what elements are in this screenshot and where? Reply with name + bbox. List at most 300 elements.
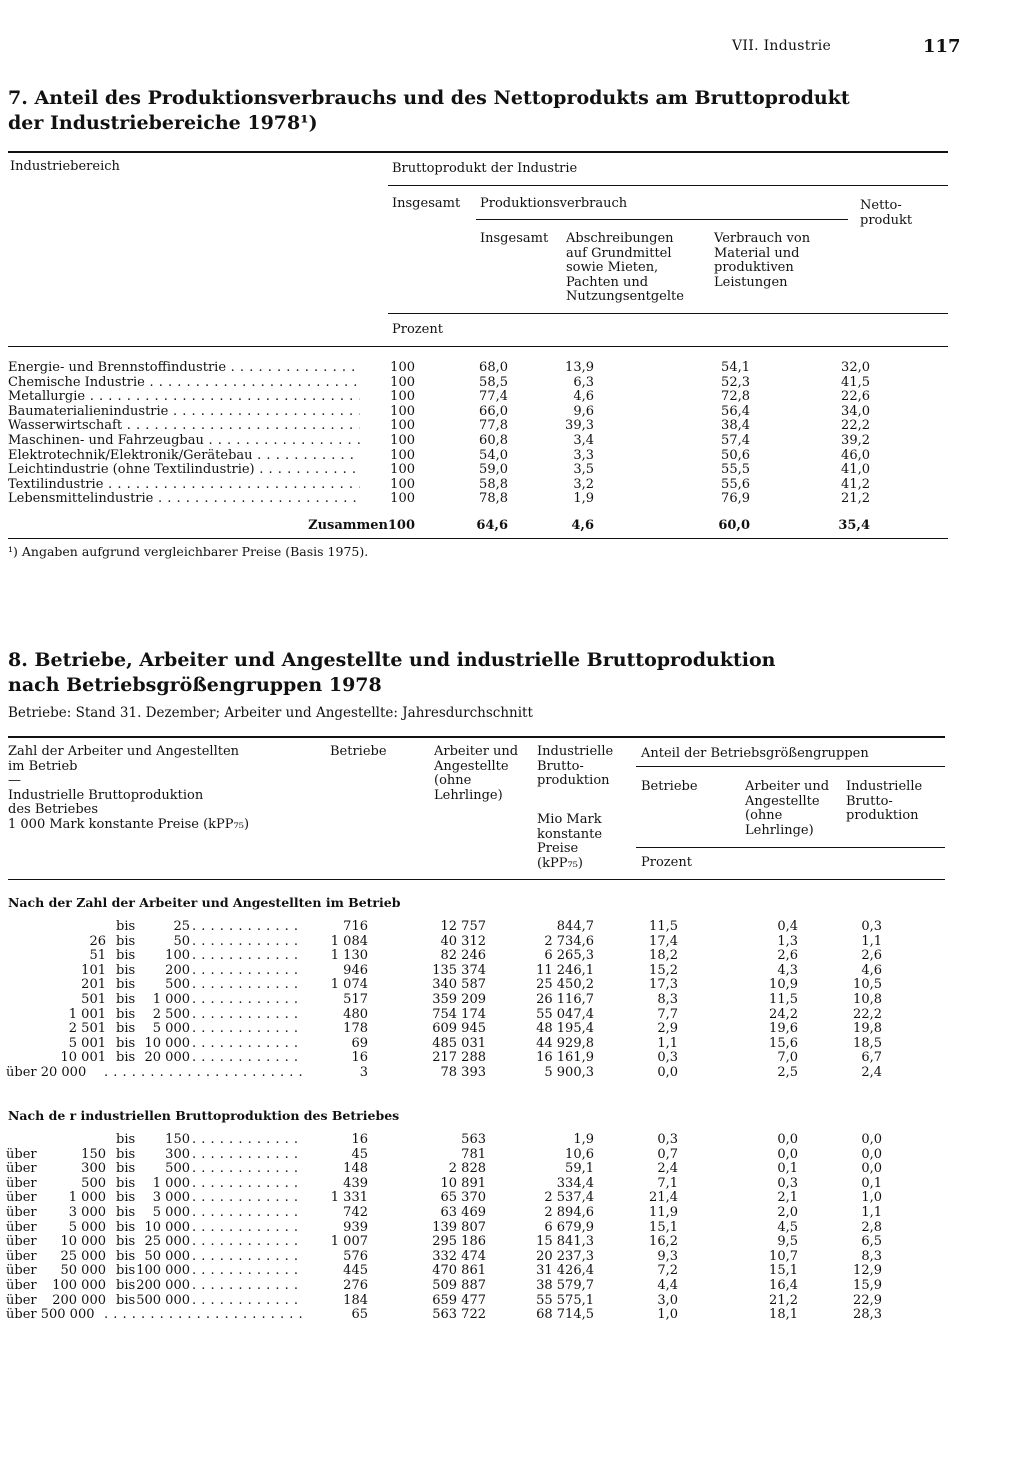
dot-leader — [192, 964, 302, 979]
value-nettoprodukt: 46,0 — [841, 447, 870, 463]
value-betriebe: 16 — [351, 1132, 368, 1147]
value-anteil-produktion: 0,0 — [861, 1146, 882, 1162]
value-produktion: 844,7 — [556, 919, 594, 934]
table7-rule-produktionsverbrauch — [476, 219, 848, 220]
table7-row — [8, 361, 948, 376]
table8-row — [8, 1148, 945, 1163]
dot-leader — [192, 978, 302, 993]
value-anteil-produktion: 1,0 — [861, 1190, 882, 1206]
dot-leader — [192, 1221, 302, 1236]
value-anteil-betriebe: 7,2 — [657, 1263, 678, 1279]
table8-row — [8, 1264, 945, 1279]
size-to: 10 000 — [144, 1035, 190, 1051]
value-arbeiter: 359 209 — [432, 992, 486, 1007]
size-to: 200 — [165, 962, 190, 978]
table7-row — [8, 390, 948, 405]
value-verbrauch: 38,4 — [721, 418, 750, 434]
value-anteil-arbeiter: 0,3 — [777, 1175, 798, 1191]
size-bis: bis — [116, 1146, 136, 1162]
table8-title-line1: 8. Betriebe, Arbeiter und Angestellte und industrielle Bruttoproduktion — [8, 649, 776, 671]
value-anteil-produktion: 2,8 — [861, 1219, 882, 1235]
value-abschreibungen: 39,3 — [565, 418, 594, 434]
value-produktion: 2 734,6 — [544, 933, 594, 949]
size-from: 1 001 — [68, 1006, 106, 1022]
value-produktion: 2 537,4 — [544, 1190, 594, 1206]
running-header-section: VII. Industrie — [732, 38, 832, 54]
table8-row — [8, 935, 945, 950]
value-nettoprodukt: 39,2 — [841, 433, 870, 448]
size-prefix: über — [6, 1234, 37, 1250]
table8-row — [8, 1191, 945, 1206]
dot-leader — [192, 920, 302, 935]
value-anteil-produktion: 10,5 — [853, 977, 882, 993]
table7-row — [8, 419, 948, 434]
size-from: 101 — [81, 962, 106, 978]
size-from: 150 — [81, 1146, 106, 1162]
value-produktion: 68 714,5 — [536, 1307, 594, 1323]
table8-subtitle: Betriebe: Stand 31. Dezember; Arbeiter und Angestellte: Jahresdurchschnitt — [8, 705, 533, 721]
industry-name: Maschinen- und Fahrzeugbau . . . — [8, 434, 360, 449]
value-anteil-arbeiter: 9,5 — [777, 1234, 798, 1250]
value-arbeiter: 65 370 — [440, 1190, 486, 1206]
size-bis: bis — [116, 1006, 136, 1022]
value-produktion: 2 894,6 — [544, 1205, 594, 1220]
table7-head-abschreibungen: Abschreibungen auf Grundmittel sowie Mieten, Pachten und Nutzungsentgelte — [566, 231, 684, 304]
value-produktion: 25 450,2 — [536, 977, 594, 993]
value-anteil-produktion: 19,8 — [853, 1021, 882, 1037]
value-insgesamt: 100 — [390, 447, 415, 463]
value-produktion: 48 195,4 — [536, 1021, 594, 1037]
table7-total-row — [8, 519, 948, 534]
table7-footnote: ¹) Angaben aufgrund vergleichbarer Preise (Basis 1975). — [8, 544, 369, 559]
value-betriebe: 445 — [343, 1263, 368, 1279]
value-produktion: 26 116,7 — [536, 992, 594, 1007]
value-betriebe: 16 — [351, 1050, 368, 1066]
value-arbeiter: 295 186 — [432, 1234, 486, 1250]
value-anteil-betriebe: 0,7 — [657, 1146, 678, 1162]
value-betriebe: 1 331 — [330, 1190, 368, 1206]
size-bis: bis — [116, 1021, 136, 1037]
value-anteil-arbeiter: 16,4 — [769, 1278, 798, 1293]
value-anteil-betriebe: 15,2 — [649, 962, 678, 978]
value-produktionsverbrauch: 68,0 — [479, 360, 508, 375]
size-to: 100 000 — [136, 1263, 190, 1279]
dot-leader — [192, 1250, 302, 1265]
dot-leader — [192, 1206, 302, 1221]
size-bis: bis — [116, 933, 136, 949]
table7-head-prozent: Prozent — [392, 322, 443, 337]
value-anteil-arbeiter: 19,6 — [769, 1021, 798, 1037]
value-anteil-arbeiter: 24,2 — [769, 1006, 798, 1022]
value-betriebe: 439 — [343, 1175, 368, 1191]
value-produktionsverbrauch: 77,4 — [479, 389, 508, 405]
table7-row — [8, 405, 948, 420]
value-verbrauch: 52,3 — [721, 374, 750, 390]
table8-row — [8, 1235, 945, 1250]
value-insgesamt: 100 — [390, 389, 415, 405]
table8-row — [8, 1250, 945, 1265]
value-produktion: 44 929,8 — [536, 1035, 594, 1051]
size-to: 1 000 — [152, 1175, 190, 1191]
size-from: 500 — [81, 1175, 106, 1191]
value-anteil-betriebe: 4,4 — [657, 1278, 678, 1293]
value-produktion: 31 426,4 — [536, 1263, 594, 1279]
table7-head-pv-insgesamt: Insgesamt — [480, 231, 549, 246]
size-bis: bis — [116, 1278, 136, 1293]
size-bis: bis — [116, 977, 136, 993]
size-from: 5 001 — [68, 1035, 106, 1051]
dot-leader — [192, 1037, 302, 1052]
value-arbeiter: 217 288 — [432, 1050, 486, 1066]
value-anteil-arbeiter: 21,2 — [769, 1292, 798, 1308]
table8-row — [8, 1133, 945, 1148]
value-arbeiter: 754 174 — [432, 1006, 486, 1022]
dot-leader — [104, 1308, 302, 1323]
table8-row — [8, 1308, 945, 1323]
dot-leader — [192, 1235, 302, 1250]
value-nettoprodukt: 41,0 — [841, 462, 870, 478]
value-anteil-arbeiter: 4,3 — [777, 962, 798, 978]
value-nettoprodukt: 21,2 — [841, 491, 870, 507]
size-from: 51 — [89, 948, 106, 964]
value-produktionsverbrauch: 58,5 — [479, 374, 508, 390]
value-anteil-produktion: 4,6 — [861, 962, 882, 978]
value-anteil-betriebe: 21,4 — [649, 1190, 678, 1206]
table7-row — [8, 492, 948, 507]
size-to: 300 — [165, 1146, 190, 1162]
size-bis: bis — [116, 1132, 136, 1147]
size-from: 201 — [81, 977, 106, 993]
value-betriebe: 517 — [343, 992, 368, 1007]
value-arbeiter: 340 587 — [432, 977, 486, 993]
value-arbeiter: 332 474 — [432, 1248, 486, 1264]
table8-row — [8, 978, 945, 993]
dot-leader — [192, 1022, 302, 1037]
value-verbrauch: 50,6 — [721, 447, 750, 463]
table8-row — [8, 1051, 945, 1066]
value-abschreibungen: 13,9 — [565, 360, 594, 375]
table7-row — [8, 449, 948, 464]
size-from: 100 000 — [52, 1278, 106, 1293]
value-anteil-produktion: 2,4 — [861, 1065, 882, 1080]
table7-total-label: Zusammen — [308, 518, 388, 533]
table8-row — [8, 1279, 945, 1294]
size-bis: bis — [116, 1175, 136, 1191]
value-anteil-betriebe: 16,2 — [649, 1234, 678, 1250]
value-verbrauch: 54,1 — [721, 360, 750, 375]
dot-leader — [104, 1066, 302, 1081]
size-prefix: über — [6, 1263, 37, 1279]
size-bis: bis — [116, 1205, 136, 1220]
value-produktion: 11 246,1 — [536, 962, 594, 978]
value-produktionsverbrauch: 78,8 — [479, 491, 508, 507]
size-from: 200 000 — [52, 1292, 106, 1308]
value-produktion: 20 237,3 — [536, 1248, 594, 1264]
size-prefix: über — [6, 1146, 37, 1162]
table8-head-anteil: Anteil der Betriebsgrößengruppen — [641, 746, 869, 761]
value-arbeiter: 78 393 — [440, 1065, 486, 1080]
size-from: 10 000 — [60, 1234, 106, 1250]
size-prefix: über — [6, 1278, 37, 1293]
table8-section2-heading: Nach de r industriellen Bruttoproduktion des Betriebes — [8, 1108, 400, 1123]
value-anteil-arbeiter: 2,0 — [777, 1205, 798, 1220]
industry-name: Lebensmittelindustrie . . . — [8, 492, 360, 507]
value-arbeiter: 609 945 — [432, 1021, 486, 1037]
size-from: 1 000 — [68, 1190, 106, 1206]
value-anteil-produktion: 12,9 — [853, 1263, 882, 1279]
value-anteil-arbeiter: 2,6 — [777, 948, 798, 964]
size-to: 500 — [165, 1161, 190, 1177]
table8-row — [8, 1022, 945, 1037]
value-arbeiter: 82 246 — [440, 948, 486, 964]
value-produktionsverbrauch: 54,0 — [479, 447, 508, 463]
value-verbrauch: 56,4 — [721, 403, 750, 419]
value-insgesamt: 100 — [390, 462, 415, 478]
value-anteil-betriebe: 0,3 — [657, 1050, 678, 1066]
value-produktion: 1,9 — [573, 1132, 594, 1147]
size-prefix: über — [6, 1219, 37, 1235]
value-produktionsverbrauch: 58,8 — [479, 476, 508, 492]
industry-name: Wasserwirtschaft . . . — [8, 419, 360, 434]
value-betriebe: 184 — [343, 1292, 368, 1308]
value-produktionsverbrauch: 77,8 — [479, 418, 508, 434]
value-arbeiter: 563 722 — [432, 1307, 486, 1323]
value-anteil-arbeiter: 15,1 — [769, 1263, 798, 1279]
dot-leader — [192, 1177, 302, 1192]
value-anteil-betriebe: 1,1 — [657, 1035, 678, 1051]
value-anteil-betriebe: 15,1 — [649, 1219, 678, 1235]
value-anteil-arbeiter: 0,4 — [777, 919, 798, 934]
table8-row — [8, 1066, 945, 1081]
dot-leader — [192, 1279, 302, 1294]
table8-head-size-classes: Zahl der Arbeiter und Angestellten im Betrieb — Industrielle Bruttoproduktion des Betriebes 1 000 Mark konstante Preise (kPP₇₅) — [8, 744, 250, 832]
table7-total-verbrauch: 60,0 — [718, 518, 750, 533]
table8-head-produktion-unit: Mio Mark konstante Preise (kPP₇₅) — [537, 812, 603, 871]
table7-total-netto: 35,4 — [838, 518, 870, 533]
industry-name: Textilindustrie . . . — [8, 478, 360, 493]
industry-name: Leichtindustrie (ohne Textilindustrie) . . . — [8, 463, 360, 478]
dot-leader — [192, 1133, 302, 1148]
size-to: 50 — [173, 933, 190, 949]
size-bis: bis — [116, 992, 136, 1007]
size-to: 50 000 — [144, 1248, 190, 1264]
value-anteil-arbeiter: 2,5 — [777, 1065, 798, 1080]
size-from: 50 000 — [60, 1263, 106, 1279]
value-arbeiter: 12 757 — [440, 919, 486, 934]
value-anteil-produktion: 0,0 — [861, 1132, 882, 1147]
dot-leader — [192, 1051, 302, 1066]
industry-name: Chemische Industrie . . . — [8, 376, 360, 391]
size-bis: bis — [116, 1050, 136, 1066]
table7-head-nettoprodukt: Netto- produkt — [860, 198, 913, 228]
value-abschreibungen: 9,6 — [573, 403, 594, 419]
value-anteil-produktion: 28,3 — [853, 1307, 882, 1323]
value-anteil-betriebe: 7,1 — [657, 1175, 678, 1191]
value-anteil-betriebe: 1,0 — [657, 1307, 678, 1323]
table8-row — [8, 1206, 945, 1221]
table7-row — [8, 376, 948, 391]
value-nettoprodukt: 32,0 — [841, 360, 870, 375]
table7-total-insgesamt: 100 — [387, 518, 415, 533]
value-nettoprodukt: 22,2 — [841, 418, 870, 434]
value-insgesamt: 100 — [390, 476, 415, 492]
value-arbeiter: 485 031 — [432, 1035, 486, 1051]
value-anteil-betriebe: 2,4 — [657, 1161, 678, 1177]
table7-head-industriebereich: Industriebereich — [10, 159, 120, 174]
size-prefix: über — [6, 1205, 37, 1220]
table8-head-anteil-arbeiter: Arbeiter und Angestellte (ohne Lehrlinge) — [745, 779, 830, 838]
value-anteil-produktion: 22,9 — [853, 1292, 882, 1308]
value-abschreibungen: 3,3 — [573, 447, 594, 463]
table7-head-produktionsverbrauch: Produktionsverbrauch — [480, 196, 628, 211]
value-produktion: 15 841,3 — [536, 1234, 594, 1250]
size-bis: bis — [116, 962, 136, 978]
value-anteil-betriebe: 18,2 — [649, 948, 678, 964]
dot-leader — [192, 935, 302, 950]
table8-header-bottom-rule — [8, 879, 945, 880]
table8-rule-units — [636, 847, 945, 848]
table8-head-produktion: Industrielle Brutto- produktion — [537, 744, 614, 788]
value-anteil-betriebe: 3,0 — [657, 1292, 678, 1308]
value-anteil-arbeiter: 11,5 — [769, 992, 798, 1007]
value-anteil-betriebe: 11,9 — [649, 1205, 678, 1220]
value-anteil-betriebe: 0,0 — [657, 1065, 678, 1080]
table8-row — [8, 949, 945, 964]
value-anteil-produktion: 0,1 — [861, 1175, 882, 1191]
value-betriebe: 65 — [351, 1307, 368, 1323]
value-anteil-betriebe: 2,9 — [657, 1021, 678, 1037]
value-anteil-arbeiter: 2,1 — [777, 1190, 798, 1206]
value-verbrauch: 72,8 — [721, 389, 750, 405]
table8-head-arbeiter: Arbeiter und Angestellte (ohne Lehrlinge) — [434, 744, 519, 803]
dot-leader — [192, 993, 302, 1008]
size-to: 100 — [165, 948, 190, 964]
value-anteil-betriebe: 8,3 — [657, 992, 678, 1007]
size-bis: bis — [116, 1263, 136, 1279]
value-arbeiter: 509 887 — [432, 1278, 486, 1293]
industry-name: Metallurgie . . . — [8, 390, 360, 405]
value-betriebe: 480 — [343, 1006, 368, 1022]
size-bis: bis — [116, 1161, 136, 1177]
value-anteil-produktion: 8,3 — [861, 1248, 882, 1264]
value-verbrauch: 55,6 — [721, 476, 750, 492]
dot-leader — [192, 1148, 302, 1163]
table8-row — [8, 964, 945, 979]
table8-top-rule — [8, 736, 945, 738]
value-betriebe: 1 130 — [330, 948, 368, 964]
value-abschreibungen: 6,3 — [573, 374, 594, 390]
value-produktion: 6 265,3 — [544, 948, 594, 964]
size-bis: bis — [116, 1292, 136, 1308]
value-anteil-arbeiter: 18,1 — [769, 1307, 798, 1323]
table8-rule-anteil — [636, 766, 945, 767]
table8-row — [8, 920, 945, 935]
value-arbeiter: 563 — [461, 1132, 486, 1147]
value-betriebe: 946 — [343, 962, 368, 978]
size-to: 500 000 — [136, 1292, 190, 1308]
value-betriebe: 1 084 — [330, 933, 368, 949]
size-bis: bis — [116, 1234, 136, 1250]
value-anteil-arbeiter: 7,0 — [777, 1050, 798, 1066]
value-anteil-arbeiter: 15,6 — [769, 1035, 798, 1051]
value-anteil-betriebe: 9,3 — [657, 1248, 678, 1264]
size-prefix: über — [6, 1161, 37, 1177]
value-abschreibungen: 4,6 — [573, 389, 594, 405]
dot-leader — [192, 1264, 302, 1279]
value-insgesamt: 100 — [390, 374, 415, 390]
value-produktionsverbrauch: 66,0 — [479, 403, 508, 419]
value-betriebe: 276 — [343, 1278, 368, 1293]
table7-title-line1: 7. Anteil des Produktionsverbrauchs und des Nettoprodukts am Bruttoprodukt — [8, 87, 850, 109]
value-anteil-produktion: 0,0 — [861, 1161, 882, 1177]
value-produktion: 16 161,9 — [536, 1050, 594, 1066]
table7-total-pv: 64,6 — [476, 518, 508, 533]
table8-head-betriebe: Betriebe — [330, 744, 387, 759]
value-insgesamt: 100 — [390, 403, 415, 419]
value-betriebe: 576 — [343, 1248, 368, 1264]
value-nettoprodukt: 22,6 — [841, 389, 870, 405]
value-produktion: 59,1 — [565, 1161, 594, 1177]
table7-head-bruttoprodukt: Bruttoprodukt der Industrie — [392, 161, 578, 176]
value-anteil-betriebe: 0,3 — [657, 1132, 678, 1147]
size-to: 5 000 — [152, 1021, 190, 1037]
table7-head-insgesamt: Insgesamt — [392, 196, 461, 211]
size-from: 2 501 — [68, 1021, 106, 1037]
value-nettoprodukt: 41,2 — [841, 476, 870, 492]
value-arbeiter: 63 469 — [440, 1205, 486, 1220]
table7-rule-units — [388, 313, 948, 314]
value-anteil-produktion: 15,9 — [853, 1278, 882, 1293]
dot-leader — [192, 1162, 302, 1177]
size-prefix: über 500 000 — [6, 1307, 95, 1323]
size-to: 150 — [165, 1132, 190, 1147]
table7-title-line2: der Industriebereiche 1978¹) — [8, 112, 318, 134]
table7-row — [8, 478, 948, 493]
value-betriebe: 1 074 — [330, 977, 368, 993]
table7-top-rule — [8, 151, 948, 153]
size-to: 10 000 — [144, 1219, 190, 1235]
value-betriebe: 3 — [359, 1065, 368, 1080]
size-to: 500 — [165, 977, 190, 993]
value-abschreibungen: 3,5 — [573, 462, 594, 478]
table8-head-prozent: Prozent — [641, 855, 692, 870]
size-prefix: über 20 000 — [6, 1065, 87, 1080]
size-to: 25 — [173, 919, 190, 934]
value-anteil-produktion: 1,1 — [861, 933, 882, 949]
value-arbeiter: 470 861 — [432, 1263, 486, 1279]
value-produktion: 55 575,1 — [536, 1292, 594, 1308]
size-prefix: über — [6, 1292, 37, 1308]
size-from: 10 001 — [60, 1050, 106, 1066]
value-betriebe: 178 — [343, 1021, 368, 1037]
value-arbeiter: 139 807 — [432, 1219, 486, 1235]
industry-name: Energie- und Brennstoffindustrie . . . — [8, 361, 360, 376]
industry-name: Baumaterialienindustrie . . . — [8, 405, 360, 420]
value-betriebe: 742 — [343, 1205, 368, 1220]
value-abschreibungen: 3,2 — [573, 476, 594, 492]
value-anteil-produktion: 2,6 — [861, 948, 882, 964]
size-bis: bis — [116, 1248, 136, 1264]
value-produktion: 55 047,4 — [536, 1006, 594, 1022]
size-to: 20 000 — [144, 1050, 190, 1066]
value-nettoprodukt: 34,0 — [841, 403, 870, 419]
table8-head-anteil-produktion: Industrielle Brutto- produktion — [846, 779, 923, 823]
value-anteil-arbeiter: 0,0 — [777, 1132, 798, 1147]
value-betriebe: 939 — [343, 1219, 368, 1235]
value-produktion: 10,6 — [565, 1146, 594, 1162]
value-betriebe: 69 — [351, 1035, 368, 1051]
value-anteil-produktion: 6,5 — [861, 1234, 882, 1250]
